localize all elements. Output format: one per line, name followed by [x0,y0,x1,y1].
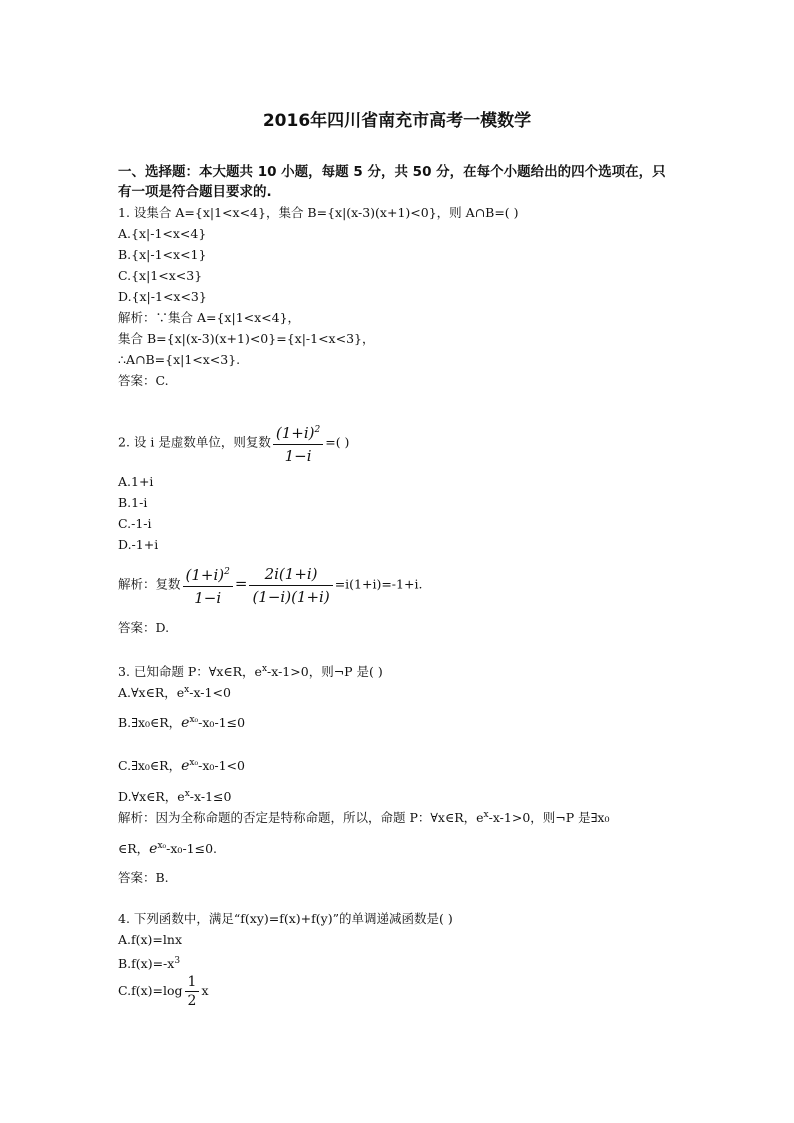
q2-stem [118,420,349,466]
q4-option-c-fraction [185,974,200,1009]
q4-stem: 4. 下列函数中，满足“f(xy)=f(x)+f(y)”的单调递减函数是( ) [118,911,453,926]
q4-option-b [118,953,180,972]
q1-stem: 1. 设集合 A={x|1<x<4}，集合 B={x|(x-3)(x+1)<0}，则 A∩B=( ) [118,205,519,220]
q3-option-c-superscript: x₀ [189,758,199,768]
q2-solution-prefix: 解析：复数 [118,576,181,592]
q2-solution-fraction2-denominator: (1−i)(1+i) [252,587,330,606]
q3-solution-line2-prefix: ∈R， [118,841,150,857]
q4-option-c-numerator: 1 [185,974,200,992]
q3-answer: 答案：B. [118,870,169,885]
q3-option-b [118,712,245,731]
q2-fraction [273,420,323,466]
q1-answer: 答案：C. [118,373,169,388]
q3-solution-line1-prefix: 解析：因为全称命题的否定是特称命题，所以，命题 P：∀x∈R，e [118,810,484,826]
q2-solution-fraction1-exponent: 2 [224,567,230,577]
q3-option-a-superscript: x [184,685,190,695]
q3-option-a-prefix: A.∀x∈R，e [118,685,185,701]
q4-option-c-suffix: x [201,983,209,998]
q2-solution [118,562,422,608]
q1-solution-line2: 集合 B={x|(x-3)(x+1)<0}={x|-1<x<3}， [118,331,375,346]
q1-option-c: C.{x|1<x<3} [118,268,203,283]
q2-option-d: D.-1+i [118,537,159,552]
q3-solution-line1-suffix: -x-1>0，则¬P 是∃x₀ [488,810,610,826]
q2-solution-fraction1-denominator: 1−i [194,589,222,607]
q2-answer: 答案：D. [118,620,170,635]
q2-option-a: A.1+i [118,474,154,489]
q2-solution-suffix: =i(1+i)=-1+i. [334,576,423,592]
q3-option-b-suffix: -x₀-1≤0 [198,715,246,731]
q2-solution-fraction1 [183,562,233,608]
q3-option-d-superscript: x [184,789,190,799]
q3-stem-suffix: -x-1>0，则¬P 是( ) [267,664,383,680]
q3-option-c-e: e [181,758,190,775]
q3-solution-line2-suffix: -x₀-1≤0. [166,841,218,857]
q3-option-b-e: e [181,715,190,732]
q4-option-b-prefix: B.f(x)=-x [118,956,175,972]
q3-solution-line2-e: e [149,841,158,858]
q2-fraction-numerator: (1+i) [275,424,315,442]
section-heading-line1: 一、选择题：本大题共 10 小题，每题 5 分，共 50 分，在每个小题给出的四个选项在，只 [118,164,666,180]
q2-fraction-denominator: 1−i [284,447,312,465]
q3-solution-line1-superscript: x [483,810,489,820]
q1-option-b: B.{x|-1<x<1} [118,247,207,262]
q3-stem-prefix: 3. 已知命题 P：∀x∈R，e [118,664,262,680]
q3-option-c [118,755,245,774]
q3-option-b-prefix: B.∃x₀∈R， [118,715,182,731]
q3-option-d-suffix: -x-1≤0 [189,789,232,805]
q3-option-b-superscript: x₀ [189,715,199,725]
q2-solution-equals: = [234,574,248,593]
q2-option-b: B.1-i [118,495,148,510]
q2-stem-suffix: =( ) [325,434,350,450]
q3-option-c-suffix: -x₀-1<0 [198,758,245,774]
q4-option-a: A.f(x)=lnx [118,932,183,947]
q3-stem-superscript: x [261,664,268,674]
q3-solution-line2 [118,838,217,857]
q2-solution-fraction2-numerator: 2i(1+i) [249,564,332,586]
q1-option-d: D.{x|-1<x<3} [118,289,207,304]
q3-solution-line1 [118,807,609,826]
q2-fraction-exponent: 2 [314,425,321,435]
q3-solution-line2-superscript: x₀ [157,841,167,851]
q4-option-c-denominator: 2 [187,993,197,1009]
q3-option-a [118,682,231,701]
q3-option-d [118,786,231,805]
q1-solution-line3: ∴A∩B={x|1<x<3}. [118,352,241,367]
q1-solution-line1: 解析：∵集合 A={x|1<x<4}， [118,310,301,325]
page-title: 2016年四川省南充市高考一模数学 [262,111,532,131]
q2-solution-fraction1-numerator: (1+i) [185,566,225,584]
q3-option-a-suffix: -x-1<0 [189,685,231,701]
q1-option-a: A.{x|-1<x<4} [118,226,207,241]
section-heading-line2: 有一项是符合题目要求的. [118,184,272,200]
q3-option-c-prefix: C.∃x₀∈R， [118,758,182,774]
q2-stem-prefix: 2. 设 i 是虚数单位，则复数 [118,434,271,450]
q4-option-b-superscript: 3 [174,956,181,966]
q4-option-c [118,974,209,1009]
q3-option-d-prefix: D.∀x∈R，e [118,789,185,805]
q2-option-c: C.-1-i [118,516,152,531]
q2-solution-fraction2 [249,564,332,607]
q3-stem [118,661,383,680]
q4-option-c-prefix: C.f(x)=log [118,983,183,998]
